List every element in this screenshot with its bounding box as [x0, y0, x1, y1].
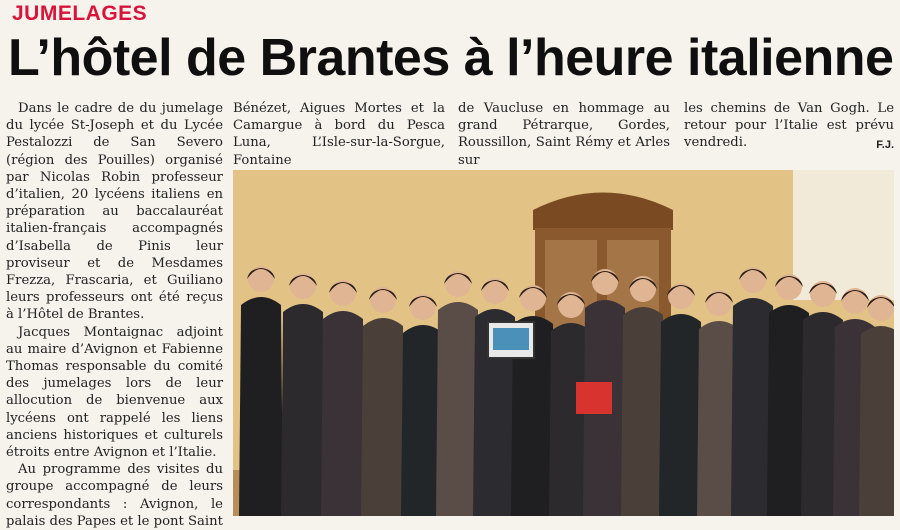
- paragraph-col3: de Vaucluse en hommage au grand Pétrarque, Gordes, Roussillon, Saint Rémy et Arles sur: [458, 101, 670, 168]
- person-head: [290, 273, 316, 299]
- person-body: [859, 326, 894, 516]
- paragraph-col2: Bénézet, Aigues Mortes et la Camargue à bord du Pesca Luna, L’Isle-sur-la-Sorgue, Fontaine: [233, 101, 445, 168]
- person-head: [706, 290, 732, 316]
- person-head: [520, 285, 546, 311]
- paragraph-2: Jacques Montaignac adjoint au maire d’Avignon et Fabienne Thomas responsable du comité des jumelages lors de leur allocution de bienvenue aux lycéens ont rappelé les liens anciens historiques et culturels étroits entre Avignon et l’Italie.: [6, 324, 223, 461]
- person-body: [659, 314, 703, 516]
- person-head: [810, 281, 836, 307]
- person-head: [330, 280, 356, 306]
- article-column-3: [458, 100, 670, 169]
- group-photo: [233, 170, 894, 516]
- red-folder: [576, 382, 612, 414]
- article-column-4: [684, 100, 894, 154]
- author-signature: F.J.: [876, 138, 894, 151]
- article-column-1: [6, 100, 223, 530]
- person-head: [776, 274, 802, 300]
- framed-picture: [488, 322, 534, 358]
- person-head: [740, 267, 766, 293]
- group-photo-illustration: [233, 170, 894, 516]
- person-body: [281, 304, 325, 516]
- person-head: [482, 278, 508, 304]
- article-column-2: [233, 100, 445, 169]
- person-head: [668, 283, 694, 309]
- person-head: [248, 266, 274, 292]
- person-head: [842, 288, 868, 314]
- article-headline: L’hôtel de Brantes à l’heure italienne: [8, 29, 894, 87]
- person-body: [361, 318, 405, 516]
- person-head: [630, 276, 656, 302]
- paragraph-col4: les chemins de Van Gogh. Le retour pour l’Italie est prévu vendredi.: [684, 101, 894, 151]
- person-head: [445, 271, 471, 297]
- person-head: [592, 269, 618, 295]
- person-head: [868, 295, 894, 321]
- person-body: [239, 297, 283, 516]
- paragraph-3: Au programme des visites du groupe accompagné de leurs correspondants : Avignon, le palais des Papes et le pont Saint: [6, 462, 223, 529]
- person-body: [321, 311, 365, 516]
- person-body: [621, 307, 665, 516]
- paragraph-1: Dans le cadre de du jumelage du lycée St-Joseph et du Lycée Pestalozzi de San Severo (région des Pouilles) organisé par Nicolas Robin professeur d’italien, 20 lycéens italiens en préparation au baccalauréat italien-français accompagnés d’Isabella de Pinis leur proviseur et de Mesdames Frezza, Frascaria, et Guiliano leurs professeurs ont été reçus à l’Hôtel de Brantes.: [6, 101, 223, 323]
- person-head: [410, 294, 436, 320]
- person-head: [370, 287, 396, 313]
- person-head: [558, 292, 584, 318]
- section-kicker: JUMELAGES: [12, 2, 148, 25]
